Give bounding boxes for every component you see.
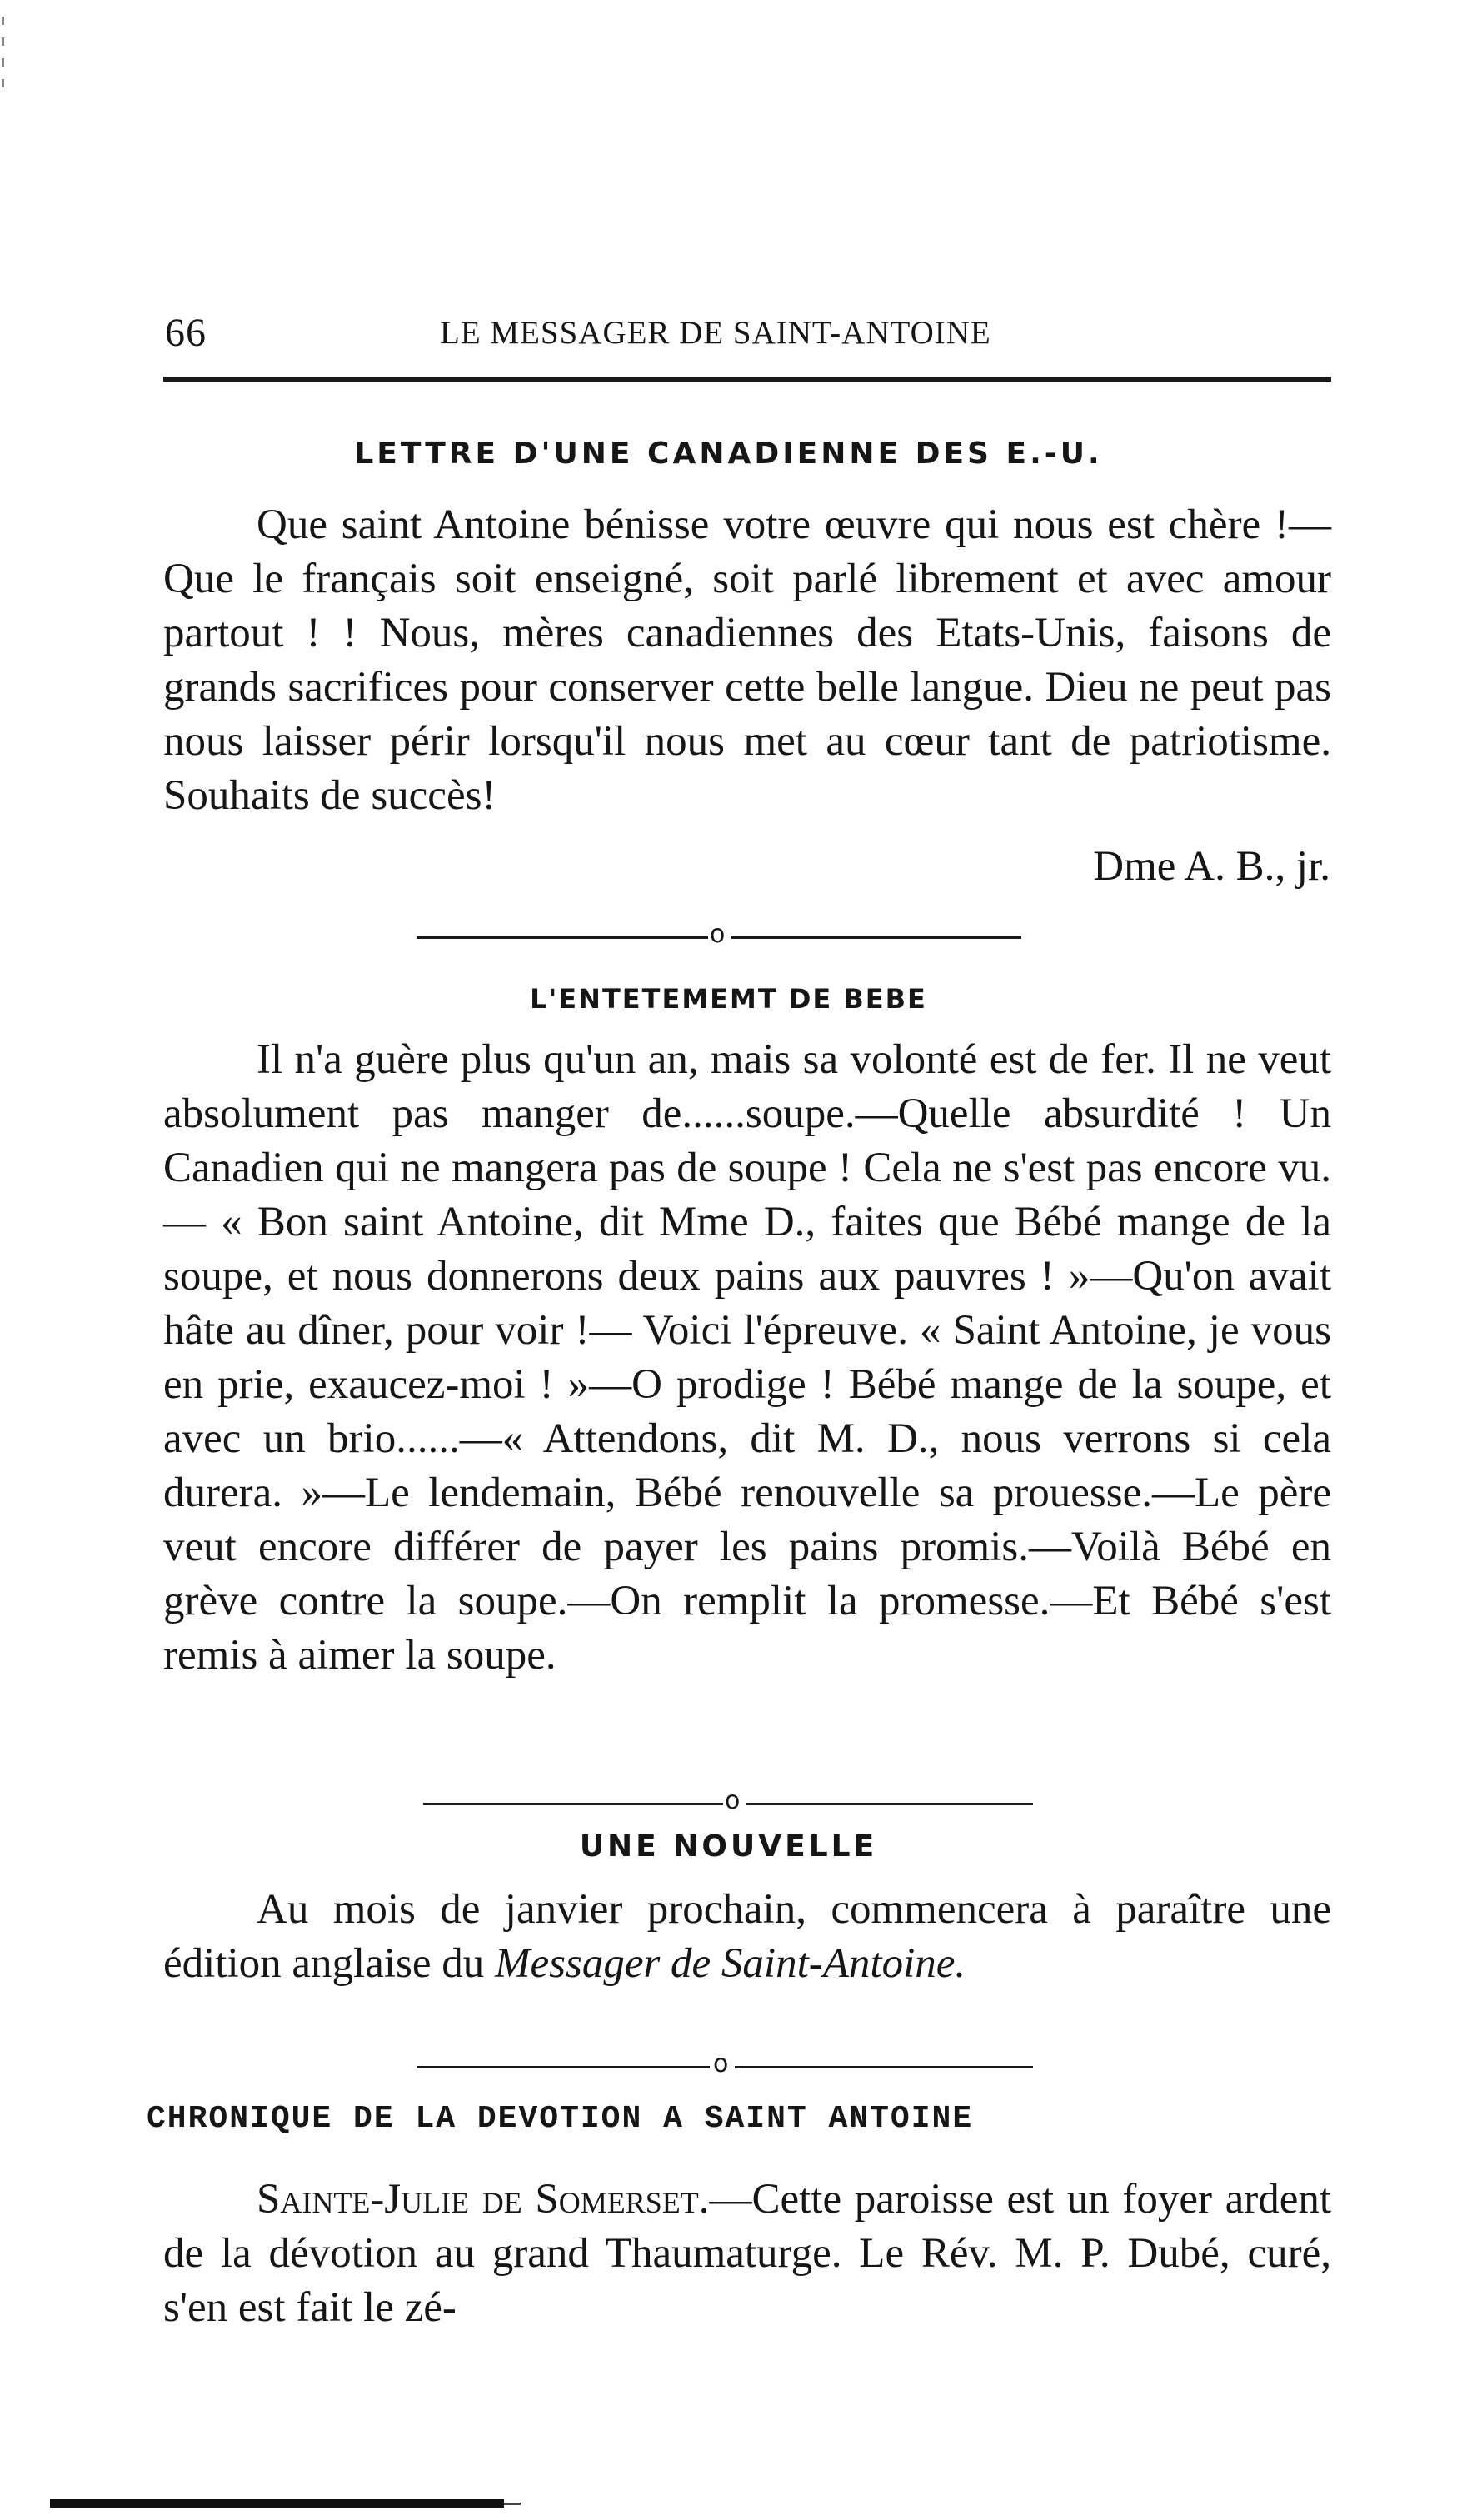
place-name: Sainte-Julie de Somerset. <box>257 2176 710 2223</box>
separator-3 <box>0 2051 1457 2084</box>
heading-chronique: CHRONIQUE DE LA DEVOTION A SAINT ANTOINE <box>147 2101 974 2137</box>
header-rule <box>163 377 1331 382</box>
page-number: 66 <box>165 311 207 355</box>
heading-nouvelle: UNE NOUVELLE <box>579 1829 878 1864</box>
paragraph-nouvelle-text: Au mois de janvier prochain, commencera à paraître une édition anglaise du <box>163 1886 1331 1987</box>
signature: Dme A. B., jr. <box>1093 843 1330 890</box>
paragraph-lettre: Que saint Antoine bénisse votre œuvre qui nous est chère !—Que le français soit enseigné, soit parlé librement et avec amour partout ! ! Nous, mères canadiennes des Etats-Unis, faisons de grands sacrifices pour conserver cette belle langue. Dieu ne peut pas nous laisser périr lorsqu'il nous met au cœur tant de patriotisme. Souhaits de succès! <box>163 502 1331 819</box>
separator-glyph: o <box>725 1786 741 1815</box>
heading-lettre: LETTRE D'UNE CANADIENNE DES E.-U. <box>354 437 1103 471</box>
paragraph-nouvelle-italic: Messager de Saint-Antoine. <box>495 1940 966 1987</box>
running-title: LE MESSAGER DE SAINT-ANTOINE <box>440 315 991 351</box>
separator-1 <box>0 921 1457 955</box>
separator-2 <box>0 1788 1457 1821</box>
margin-marks <box>0 0 17 100</box>
paragraph-chronique-text: —Cette paroisse est un foyer ardent de la dévotion au grand Thaumaturge. Le Rév. M. P. Dubé, curé, s'en est fait le zé- <box>163 2176 1331 2331</box>
separator-glyph: o <box>710 920 726 949</box>
bottom-tick <box>504 2503 521 2505</box>
heading-entetement: L'ENTETEMEMT DE BEBE <box>530 983 927 1015</box>
paragraph-nouvelle <box>163 1883 1331 1991</box>
page-header <box>165 308 1331 358</box>
separator-glyph: o <box>713 2049 729 2078</box>
paragraph-entetement: Il n'a guère plus qu'un an, mais sa volonté est de fer. Il ne veut absolument pas manger de......soupe.—Quelle absurdité ! Un Canadien qui ne mangera pas de soupe ! Cela ne s'est pas encore vu.— « Bon saint Antoine, dit Mme D., faites que Bébé mange de la soupe, et nous donnerons deux pains aux pauvres ! »—Qu'on avait hâte au dîner, pour voir !— Voici l'épreuve. « Saint Antoine, je vous en prie, exaucez-moi ! »—O prodige ! Bébé mange de la soupe, et avec un brio......—« Attendons, dit M. D., nous verrons si cela durera. »—Le lendemain, Bébé renouvelle sa prouesse.—Le père veut encore différer de payer les pains promis.—Voilà Bébé en grève contre la soupe.—On remplit la promesse.—Et Bébé s'est remis à aimer la soupe. <box>163 1036 1331 1679</box>
paragraph-chronique <box>163 2173 1331 2335</box>
bottom-rule <box>50 2499 504 2508</box>
